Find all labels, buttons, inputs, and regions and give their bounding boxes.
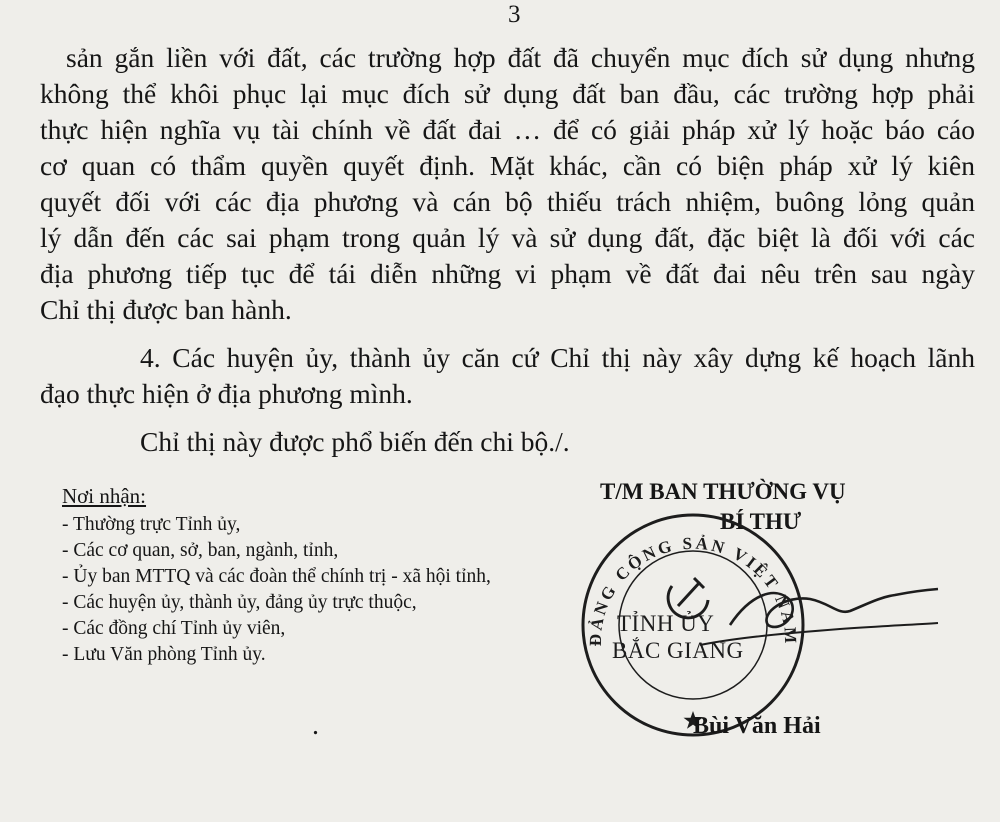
- text-line: lý dẫn đến các sai phạm trong quản lý và sử dụng đất, đặc biệt là đối với các: [40, 222, 975, 253]
- recipients-title: Nơi nhận:: [62, 484, 147, 508]
- text-line: thực hiện nghĩa vụ tài chính về đất đai … để có giải pháp xử lý hoặc báo cáo: [40, 114, 975, 145]
- text-line: cơ quan có thẩm quyền quyết định. Mặt khác, cần có biện pháp xử lý kiên: [40, 150, 975, 181]
- page-number: 3: [508, 1, 521, 28]
- seal-ring-text: ĐẢNG CỘNG SẢN VIỆT NAM: [585, 533, 801, 647]
- text-line: không thể khôi phục lại mục đích sử dụng đất ban đầu, các trường hợp phải: [40, 78, 975, 109]
- recipient-item: - Thường trực Tỉnh ủy,: [62, 514, 241, 535]
- handwritten-signature: [690, 555, 940, 675]
- text-line: sản gắn liền với đất, các trường hợp đất đã chuyển mục đích sử dụng nhưng: [66, 42, 975, 73]
- on-behalf-title: T/M BAN THƯỜNG VỤ: [600, 479, 846, 504]
- closing-line: Chỉ thị này được phổ biến đến chi bộ./.: [140, 426, 570, 457]
- document-body: [40, 40, 975, 460]
- signer-position: BÍ THƯ: [720, 509, 802, 534]
- seal-center-line-1: TỈNH ỦY: [617, 611, 715, 636]
- recipients-list: [62, 482, 491, 668]
- recipient-item: - Ủy ban MTTQ và các đoàn thể chính trị - xã hội tỉnh,: [62, 566, 491, 587]
- seal-center-line-2: BẮC GIANG: [612, 638, 744, 663]
- recipient-item: - Các huyện ủy, thành ủy, đảng ủy trực thuộc,: [62, 592, 417, 613]
- paragraph-4-line: 4. Các huyện ủy, thành ủy căn cứ Chỉ thị này xây dựng kế hoạch lãnh: [140, 342, 975, 373]
- text-line: quyết đối với các địa phương và cán bộ thiếu trách nhiệm, buông lỏng quản: [40, 186, 975, 217]
- recipient-item: - Lưu Văn phòng Tỉnh ủy.: [62, 644, 266, 665]
- signer-name: Bùi Văn Hải: [693, 713, 821, 739]
- text-line: Chỉ thị được ban hành.: [40, 294, 292, 325]
- paragraph-4-line: đạo thực hiện ở địa phương mình.: [40, 378, 413, 409]
- recipient-item: - Các cơ quan, sở, ban, ngành, tỉnh,: [62, 540, 339, 561]
- recipient-item: - Các đồng chí Tỉnh ủy viên,: [62, 618, 286, 639]
- stray-dot: .: [312, 710, 319, 741]
- text-line: địa phương tiếp tục để tái diễn những vi phạm về đất đai nêu trên sau ngày: [40, 258, 975, 289]
